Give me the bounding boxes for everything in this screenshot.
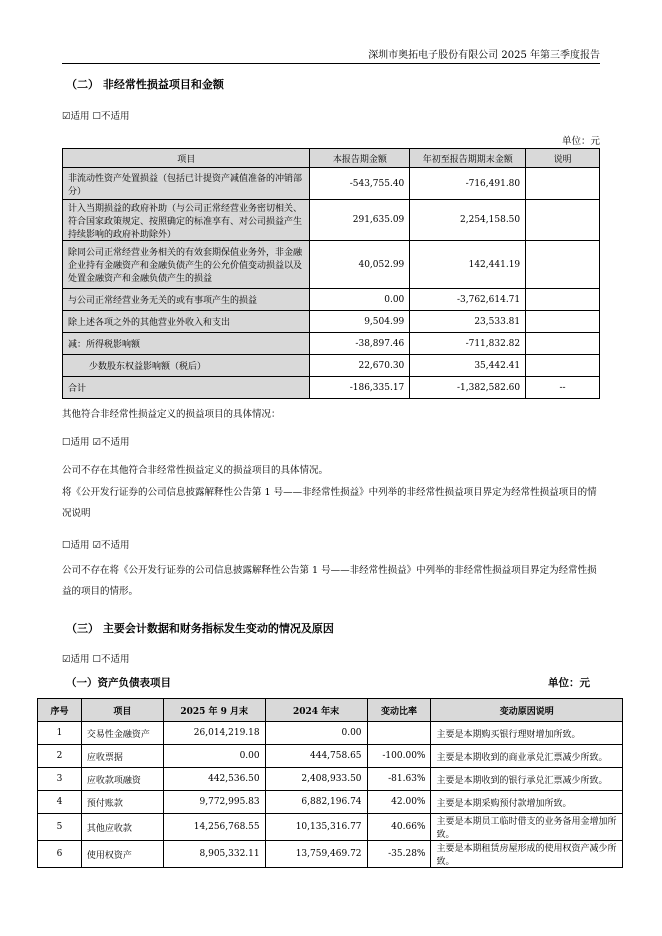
row-ytd: 2,254,158.50 [410,200,526,241]
row-current: 291,635.09 [310,200,410,241]
table-row [38,768,623,791]
table-row [38,722,623,745]
section-title-nonrecurring: （二） 非经常性损益项目和金额 [66,78,224,91]
table-row [63,355,600,377]
row-current: 0.00 [310,289,410,311]
table-row [63,289,600,311]
row-ytd: 142,441.19 [410,241,526,289]
row-current: 14,256,768.55 [163,814,265,841]
applicability-3: ☐适用 ☑不适用 [62,540,130,551]
row-no: 1 [38,722,82,745]
row-no: 3 [38,768,82,791]
table-row [63,200,600,241]
row-note [526,333,600,355]
row-no: 6 [38,841,82,868]
row-item: 除同公司正常经营业务相关的有效套期保值业务外，非金融企业持有金融资产和金融负债产生的公允价值变动损益以及处置金融资产和金融负债产生的损益 [63,241,310,289]
other-items-text: 其他符合非经常性损益定义的损益项目的具体情况： [62,409,281,420]
row-ratio [367,722,431,745]
col-header-prev: 2024 年末 [265,699,367,722]
unit-label-2: 单位：元 [548,677,590,689]
row-item: 除上述各项之外的其他营业外收入和支出 [63,311,310,333]
col-header-reason: 变动原因说明 [431,699,623,722]
row-ytd: 23,533.81 [410,311,526,333]
row-current: 9,772,995.83 [163,791,265,814]
row-item: 减：所得税影响额 [63,333,310,355]
applicability-4: ☑适用 ☐不适用 [62,654,130,665]
row-ratio: -35.28% [367,841,431,868]
col-header-item: 项目 [81,699,163,722]
table-row [38,745,623,768]
row-note [526,168,600,200]
header-rule [62,63,600,64]
row-prev: 10,135,316.77 [265,814,367,841]
row-prev: 6,882,196.74 [265,791,367,814]
row-ratio: 42.00% [367,791,431,814]
reclass-text: 将《公开发行证券的公司信息披露解释性公告第 1 号——非经常性损益》中列举的非经常性损益项目界定为经常性损益项目的情况说明 [62,487,597,519]
table-row [38,841,623,868]
col-header-current: 2025 年 9 月末 [163,699,265,722]
row-reason: 主要是本期购买银行理财增加所致。 [431,722,623,745]
row-current: 40,052.99 [310,241,410,289]
row-ytd: -716,491.80 [410,168,526,200]
row-item: 使用权资产 [81,841,163,868]
col-header-ytd: 年初至报告期期末金额 [410,149,526,168]
row-current: 22,670.30 [310,355,410,377]
col-header-ratio: 变动比率 [367,699,431,722]
row-reason: 主要是本期收到的商业承兑汇票减少所致。 [431,745,623,768]
row-current: 26,014,219.18 [163,722,265,745]
row-current: -38,897.46 [310,333,410,355]
row-note [526,241,600,289]
row-item: 少数股东权益影响额（税后） [63,355,310,377]
row-ytd: 35,442.41 [410,355,526,377]
row-item: 应收票据 [81,745,163,768]
table-row [38,791,623,814]
table-row-total [63,377,600,399]
row-item: 与公司正常经营业务无关的或有事项产生的损益 [63,289,310,311]
row-note: -- [526,377,600,399]
row-no: 4 [38,791,82,814]
row-current: 9,504.99 [310,311,410,333]
row-item: 预付账款 [81,791,163,814]
row-item: 交易性金融资产 [81,722,163,745]
row-ratio: -81.63% [367,768,431,791]
table-header-row [63,149,600,168]
row-reason: 主要是本期租赁房屋形成的使用权资产减少所致。 [431,841,623,868]
row-prev: 444,758.65 [265,745,367,768]
balance-sheet-subtitle: （一）资产负债表项目 [66,677,171,689]
row-ytd: -1,382,582.60 [410,377,526,399]
row-current: 8,905,332.11 [163,841,265,868]
row-item: 应收款项融资 [81,768,163,791]
row-current: 0.00 [163,745,265,768]
page-header: 深圳市奥拓电子股份有限公司 2025 年第三季度报告 [368,50,600,61]
applicability-2: ☐适用 ☑不适用 [62,437,130,448]
table-row [63,333,600,355]
row-prev: 13,759,469.72 [265,841,367,868]
no-other-items-text: 公司不存在其他符合非经常性损益定义的损益项目的具体情况。 [62,465,329,476]
row-note [526,200,600,241]
row-reason: 主要是本期员工临时借支的业务备用金增加所致。 [431,814,623,841]
row-item: 其他应收款 [81,814,163,841]
row-item: 合计 [63,377,310,399]
row-reason: 主要是本期采购预付款增加所致。 [431,791,623,814]
row-prev: 2,408,933.50 [265,768,367,791]
row-no: 5 [38,814,82,841]
row-current: -186,335.17 [310,377,410,399]
row-ratio: 40.66% [367,814,431,841]
row-item: 非流动性资产处置损益（包括已计提资产减值准备的冲销部分） [63,168,310,200]
unit-label-1: 单位：元 [561,136,600,147]
row-current: -543,755.40 [310,168,410,200]
table-row [63,311,600,333]
section-title-changes: （三） 主要会计数据和财务指标发生变动的情况及原因 [66,622,334,635]
row-ytd: -3,762,614.71 [410,289,526,311]
balance-sheet-table [37,698,623,868]
col-header-current: 本报告期金额 [310,149,410,168]
applicability-1: ☑适用 ☐不适用 [62,111,130,122]
row-note [526,355,600,377]
table-row [63,168,600,200]
table-row [38,814,623,841]
nonrecurring-table [62,148,600,399]
row-prev: 0.00 [265,722,367,745]
table-row [63,241,600,289]
row-reason: 主要是本期收到的银行承兑汇票减少所致。 [431,768,623,791]
row-item: 计入当期损益的政府补助（与公司正常经营业务密切相关、符合国家政策规定、按照确定的标准享有、对公司损益产生持续影响的政府补助除外） [63,200,310,241]
col-header-item: 项目 [63,149,310,168]
row-note [526,311,600,333]
table-header-row [38,699,623,722]
col-header-note: 说明 [526,149,600,168]
row-ratio: -100.00% [367,745,431,768]
row-ytd: -711,832.82 [410,333,526,355]
row-note [526,289,600,311]
row-current: 442,536.50 [163,768,265,791]
no-reclass-text: 公司不存在将《公开发行证券的公司信息披露解释性公告第 1 号——非经常性损益》中列举的非经常性损益项目界定为经常性损益的项目的情形。 [62,565,597,597]
col-header-no: 序号 [38,699,82,722]
row-no: 2 [38,745,82,768]
